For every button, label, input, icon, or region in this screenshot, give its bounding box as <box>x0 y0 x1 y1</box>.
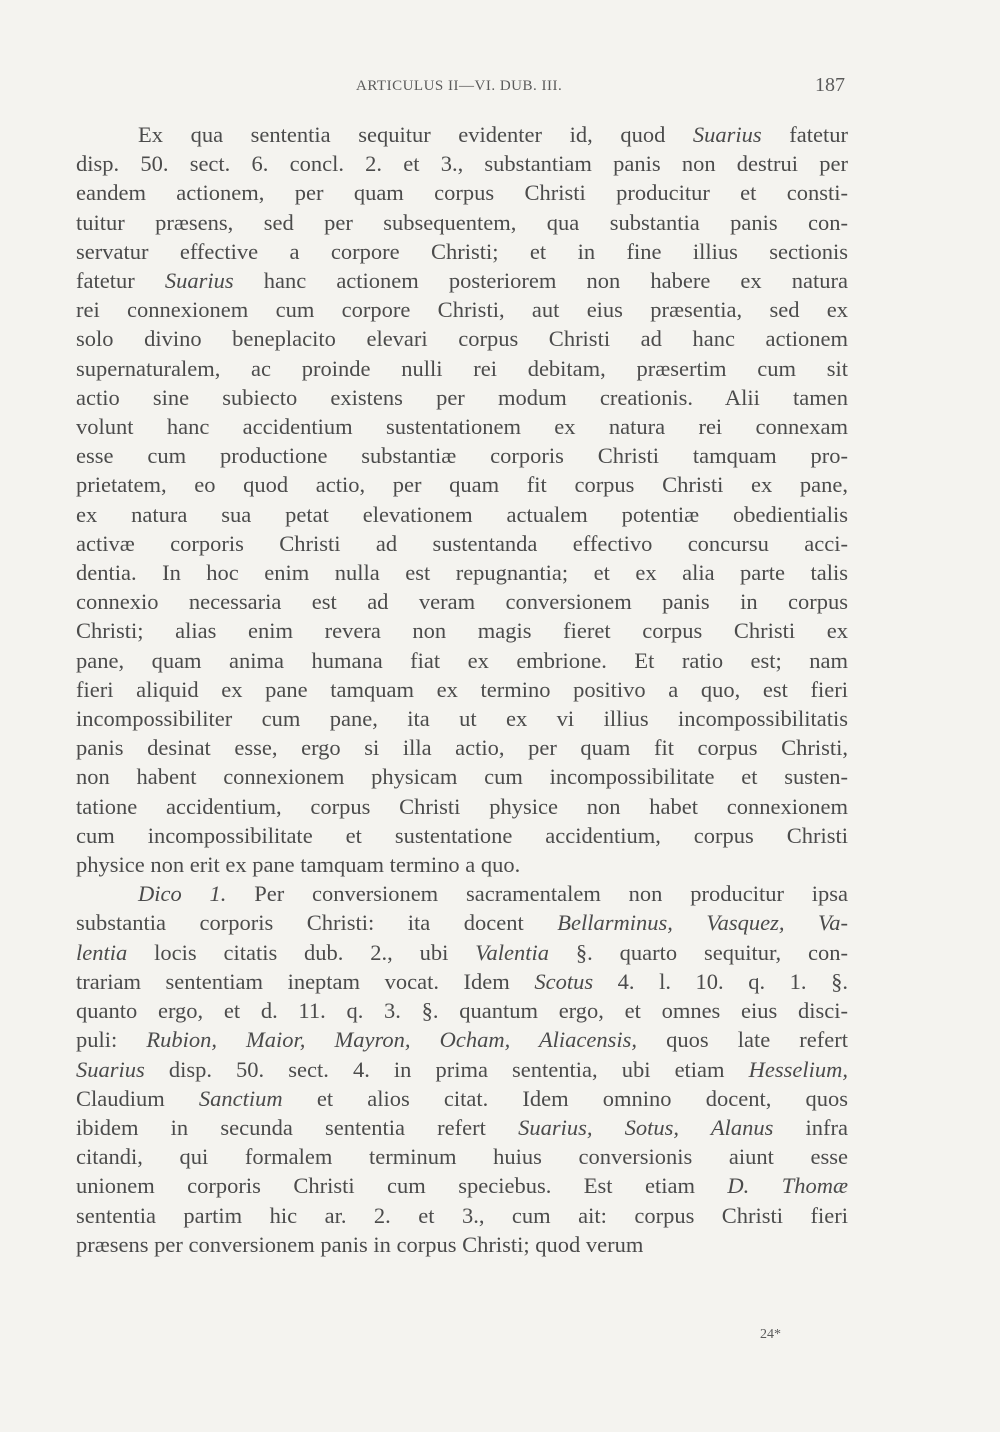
text-line <box>76 1055 848 1084</box>
text-line <box>76 908 848 937</box>
text-line <box>76 646 848 675</box>
text-line <box>76 762 848 791</box>
text-line <box>76 558 848 587</box>
text-run: Per conversionem sacramentalem non producitur ipsa <box>226 881 848 907</box>
text-run: hanc actionem posteriorem non habere ex natura <box>233 268 849 294</box>
text-line <box>76 733 848 762</box>
italic-name: Valentia <box>475 939 550 965</box>
text-line <box>76 1201 848 1230</box>
text-line <box>76 1113 848 1142</box>
text-line <box>76 1084 848 1113</box>
text-run: connexio necessaria est ad veram conversionem panis in corpus <box>76 589 848 615</box>
text-line <box>76 120 848 149</box>
text-line <box>76 500 848 529</box>
text-run: dentia. In hoc enim nulla est repugnantia; et ex alia parte talis <box>76 560 848 586</box>
text-line <box>76 675 848 704</box>
text-run: quos late refert <box>637 1027 848 1053</box>
text-line <box>76 1142 848 1171</box>
text-run: panis desinat esse, ergo si illa actio, per quam fit corpus Christi, <box>76 735 848 761</box>
italic-name: lentia <box>76 939 128 965</box>
text-line <box>76 996 848 1025</box>
text-run: disp. 50. sect. 4. in prima sententia, ubi etiam <box>144 1056 749 1082</box>
text-line <box>76 850 848 879</box>
text-run: esse cum productione substantiæ corporis Christi tamquam pro- <box>76 443 848 469</box>
text-run: non habent connexionem physicam cum incompossibilitate et susten- <box>76 764 848 790</box>
text-run: pane, quam anima humana fiat ex embrione. Et ratio est; nam <box>76 647 848 673</box>
italic-name: Rubion, Maior, Mayron, Ocham, Aliacensis, <box>146 1027 638 1053</box>
italic-name: Suarius <box>692 122 762 147</box>
text-run: Claudium <box>76 1085 199 1111</box>
text-run: locis citatis dub. 2., ubi <box>127 939 476 965</box>
italic-name: D. Thomæ <box>727 1173 848 1199</box>
text-run: servatur effective a corpore Christi; et in fine illius sectionis <box>76 238 848 264</box>
text-line <box>76 470 848 499</box>
text-line <box>76 208 848 237</box>
text-run: trariam sententiam ineptam vocat. Idem <box>76 968 535 994</box>
text-run: cum incompossibilitate et sustentatione accidentium, corpus Christi <box>76 822 848 848</box>
text-run: et alios citat. Idem omnino docent, quos <box>282 1085 848 1111</box>
text-line <box>76 412 848 441</box>
text-line <box>76 1025 848 1054</box>
text-run: quanto ergo, et d. 11. q. 3. §. quantum ergo, et omnes eius disci- <box>76 998 848 1024</box>
running-head: ARTICULUS II—VI. DUB. III. <box>356 78 563 94</box>
text-line <box>76 266 848 295</box>
text-run: sententia partim hic ar. 2. et 3., cum ait: corpus Christi fieri <box>76 1202 848 1228</box>
text-line <box>76 324 848 353</box>
text-line <box>76 821 848 850</box>
text-run: fatetur <box>76 268 165 294</box>
text-run: tuitur præsens, sed per subsequentem, qua substantia panis con- <box>76 209 848 235</box>
text-line <box>76 879 848 908</box>
text-run: fatetur <box>761 122 848 147</box>
text-line <box>76 237 848 266</box>
italic-name: Scotus <box>534 968 594 994</box>
text-run: substantia corporis Christi: ita docent <box>76 910 558 936</box>
text-run: Ex qua sententia sequitur evidenter id, quod <box>138 122 693 147</box>
text-run: supernaturalem, ac proinde nulli rei debitam, præsertim cum sit <box>76 355 848 381</box>
page-number: 187 <box>815 74 845 96</box>
text-run: Christi; alias enim revera non magis fieret corpus Christi ex <box>76 618 848 644</box>
italic-name: Dico 1. <box>138 881 227 907</box>
body-text <box>76 120 848 1259</box>
text-line <box>76 441 848 470</box>
italic-name: Bellarminus, Vasquez, Va- <box>557 910 848 936</box>
text-line <box>76 704 848 733</box>
text-run: infra <box>773 1114 848 1140</box>
text-line <box>76 1230 848 1259</box>
text-run: prietatem, eo quod actio, per quam fit corpus Christi ex pane, <box>76 472 848 498</box>
text-run: ex natura sua petat elevationem actualem potentiæ obedientialis <box>76 501 848 527</box>
text-run: ibidem in secunda sententia refert <box>76 1114 519 1140</box>
text-run: activæ corporis Christi ad sustentanda effectivo concursu acci- <box>76 530 848 556</box>
text-run: fieri aliquid ex pane tamquam ex termino positivo a quo, est fieri <box>76 676 848 702</box>
text-line <box>76 383 848 412</box>
text-line <box>76 354 848 383</box>
text-line <box>76 149 848 178</box>
text-line <box>76 967 848 996</box>
italic-name: Sanctium <box>198 1085 283 1111</box>
italic-name: Suarius <box>164 268 234 294</box>
text-run: §. quarto sequitur, con- <box>549 939 848 965</box>
text-run: citandi, qui formalem terminum huius conversionis aiunt esse <box>76 1144 848 1170</box>
text-line <box>76 178 848 207</box>
text-run: unionem corporis Christi cum speciebus. Est etiam <box>76 1173 728 1199</box>
text-line <box>76 1171 848 1200</box>
text-line <box>76 587 848 616</box>
text-line <box>76 792 848 821</box>
text-run: solo divino beneplacito elevari corpus Christi ad hanc actionem <box>76 326 848 352</box>
text-run: puli: <box>76 1027 147 1053</box>
text-run: volunt hanc accidentium sustentationem ex natura rei connexam <box>76 414 848 440</box>
signature-mark: 24* <box>760 1327 781 1342</box>
text-line <box>76 616 848 645</box>
text-run: præsens per conversionem panis in corpus Christi; quod verum <box>76 1231 644 1257</box>
italic-name: Hesselium, <box>748 1056 848 1082</box>
text-run: 4. l. 10. q. 1. §. <box>593 968 848 994</box>
text-run: actio sine subiecto existens per modum creationis. Alii tamen <box>76 384 848 410</box>
text-run: incompossibiliter cum pane, ita ut ex vi illius incompossibilitatis <box>76 706 848 732</box>
text-run: tatione accidentium, corpus Christi physice non habet connexionem <box>76 793 848 819</box>
text-run: rei connexionem cum corpore Christi, aut eius præsentia, sed ex <box>76 297 848 323</box>
text-run: physice non erit ex pane tamquam termino a quo. <box>76 852 521 878</box>
italic-name: Suarius <box>76 1056 145 1082</box>
italic-name: Suarius, Sotus, Alanus <box>518 1114 774 1140</box>
text-run: disp. 50. sect. 6. concl. 2. et 3., substantiam panis non destrui per <box>76 151 848 177</box>
text-line <box>76 295 848 324</box>
text-line <box>76 529 848 558</box>
text-line <box>76 938 848 967</box>
text-run: eandem actionem, per quam corpus Christi producitur et consti- <box>76 180 848 206</box>
